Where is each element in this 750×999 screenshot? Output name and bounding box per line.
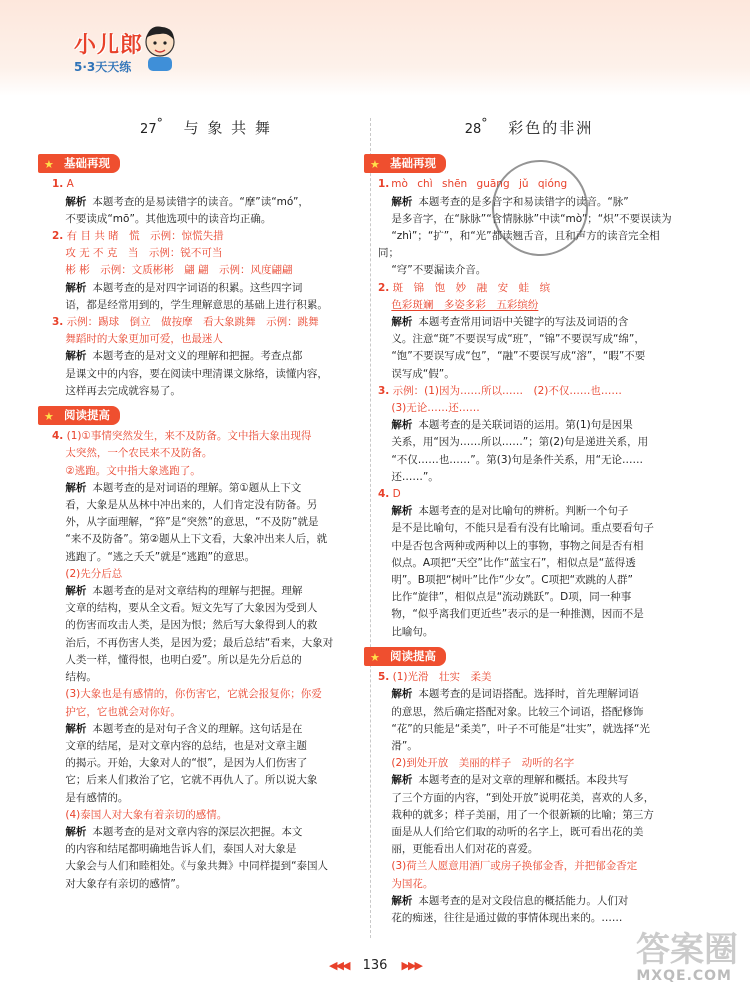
question-5: 5. (1)光滑 壮实 柔美 — [378, 671, 492, 684]
lesson-28-title: 28° 彩色的非洲 — [464, 115, 594, 137]
brand-logo: 小儿郎 — [74, 33, 144, 58]
star-icon: ★ — [370, 650, 380, 664]
star-icon: ★ — [370, 158, 380, 172]
section-reading: ★ 阅读提高 — [364, 647, 446, 666]
section-basic: ★ 基础再现 — [38, 154, 120, 173]
question-4: 4. D — [378, 488, 401, 501]
question-3: 3. 示例：踢球 倒立 做按摩 看大象跳舞 示例：跳舞 — [52, 316, 319, 329]
question-1: 1. A — [52, 178, 74, 191]
star-icon: ★ — [44, 410, 54, 424]
question-1: 1. mò chì shēn guāng jǔ qióng — [378, 178, 568, 191]
star-icon: ★ — [44, 158, 54, 172]
next-arrows-icon: ▶▶▶ — [401, 959, 421, 972]
section-reading: ★ 阅读提高 — [38, 406, 120, 425]
section-basic: ★ 基础再现 — [364, 154, 446, 173]
left-column: 27° 与 象 共 舞 ★ 基础再现 1. A 解析 本题考查的是易读错字的读音。“摩”读“mó”， 不要读成“mō”。其他选项中的读音均正确。 2. 有 目 共 睹 慌 示例：惊慌失措 攻 无 不 克 当 示例：锐不可当 彬 彬 示例：文质彬彬 翩 翩 示例：风度翩翩 解析 本题考查的是对四字词语的积累。这些四字词 语，都是经常用到的，学生理解意思的基础上进行积累。 3. 示例：踢球 倒立 做按摩 看大象跳舞 示例：跳舞 舞蹈时的大象更加可爱，也最迷人 解析 本题考查的是对文义的理解和把握。考查点都 是课文中的内容，要在阅读中理清课文脉络，读懂内容， 这样再去完成就容易了。 ★ 阅读提高 4. (1)①事情突然发生，来不及防备。文中指大象出现得 太突然，一个农民来不及防备。 ②逃跑。文中指大象逃跑了。 解析 本题考查的是对词语的理解。第①题从上下文 看，大象是从丛林中冲出来的，人们肯定没有防备。另 外，从字面理解，“猝”是“突然”的意思，“不及防”就是 “来不及防备”。第②题从上下文看，大象冲出来人后，就 逃跑了。“逃之夭夭”就是“逃跑”的意思。 (2)先分后总 解析 本题考查的是对文章结构的理解与把握。理解 文章的结构，要从全文看。短文先写了大象因为受到人 的伤害而攻击人类，是因为恨；然后写大象得到人的救 治后，不再伤害人类，是因为爱；最后总结“看来，大象对 人类一样，懂得恨，也明白爱”。所以是先分后总的 结构。 (3)大象也是有感情的，你伤害它，它就会报复你；你爱 护它，它也就会对你好。 解析 本题考查的是对句子含义的理解。这句话是在 文章的结尾，是对文章内容的总结，也是对文章主题 的揭示。开始，大象对人的“恨”，是因为人们伤害了 它；后来人们救治了它，它就不再仇人了。所以说大象 是有感情的。 (4)泰国人对大象有着亲切的感情。 解析 本题考查的是对文章内容的深层次把握。本文 的内容和结尾都明确地告诉人们，泰国人对大象是 大象会与人们和睦相处。《与象共舞》中同样提到“泰国人 对大象存有亲切的感情”。 — [52, 114, 360, 893]
lesson-27-title: 27° 与 象 共 舞 — [140, 115, 272, 137]
right-column: 28° 彩色的非洲 ★ 基础再现 1. mò chì shēn guāng jǔ qióng 解析 本题考查的是多音字和易读错字的读音。“脉” 是多音字，在“脉脉”“含情脉脉”中读“mò”；“炽”不要误读为 “zhì”；“扩”，和“光”都读翘舌音，且和声方的读音完全相同； “穹”不要漏读介音。 2. 斑 锦 饱 妙 融 安 蛙 缤 色彩斑斓 多姿多彩 五彩缤纷 解析 本题考查常用词语中关键字的写法及词语的含 义。注意“斑”不要误写成“班”，“锦”不要误写成“绵”， “饱”不要误写成“包”，“融”不要误写成“溶”，“暇”不要 误写成“假”。 3. 示例：(1)因为……所以…… (2)不仅……也…… (3)无论……还…… 解析 本题考查的是关联词语的运用。第(1)句是因果 关系，用“因为……所以……”；第(2)句是递进关系，用 “不仅……也……”。第(3)句是条件关系，用“无论…… 还……”。 4. D 解析 本题考查的是对比喻句的辨析。判断一个句子 是不是比喻句，不能只是看有没有比喻词。重点要看句子 中是否包含两种或两种以上的事物，事物之间是否有相 似点。A项把“天空”比作“蓝宝石”，相似点是“蓝得透 明”。B项把“树叶”比作“少女”。C项把“欢跳的人群” 比作“旋律”，相似点是“流动跳跃”。D项，同一种事 物，“似乎离我们更近些”表示的是一种推测，因而不是 比喻句。 ★ 阅读提高 5. (1)光滑 壮实 柔美 解析 本题考查的是词语搭配。选择时，首先理解词语 的意思，然后确定搭配对象。比较三个词语，搭配修饰 “花”的只能是“柔美”，叶子不可能是“壮实”，就选择“光 滑”。 (2)到处开放 美丽的样子 动听的名字 解析 本题考查的是对文章的理解和概括。本段共写 了三个方面的内容，“到处开放”说明花美，喜欢的人多， 栽种的就多；样子美丽，用了一个很新颖的比喻；第三方 面是从人们给它们取的动听的名字上，既可看出花的美 丽，更能看出人们对花的喜爱。 (3)荷兰人愿意用酒厂或房子换郁金香，并把郁金香定 为国花。 解析 本题考查的是对文段信息的概括能力。人们对 花的痴迷，往往是通过做的事情体现出来的。…… — [378, 114, 680, 927]
question-4: 4. (1)①事情突然发生，来不及防备。文中指大象出现得 — [52, 430, 312, 443]
prev-arrows-icon: ◀◀◀ — [329, 959, 349, 972]
column-divider — [370, 118, 371, 938]
page-number: 136 — [362, 958, 388, 973]
question-2: 2. 斑 锦 饱 妙 融 安 蛙 缤 — [378, 281, 551, 294]
mascot-boy-icon — [140, 22, 180, 72]
watermark-logo: 答案圈 — [636, 930, 738, 970]
watermark-url: MXQE.COM — [636, 968, 732, 984]
question-2: 2. 有 目 共 睹 慌 示例：惊慌失措 — [52, 230, 224, 243]
brand-series: 5·3天天练 — [74, 60, 132, 74]
question-3: 3. 示例：(1)因为……所以…… (2)不仅……也…… — [378, 384, 622, 397]
